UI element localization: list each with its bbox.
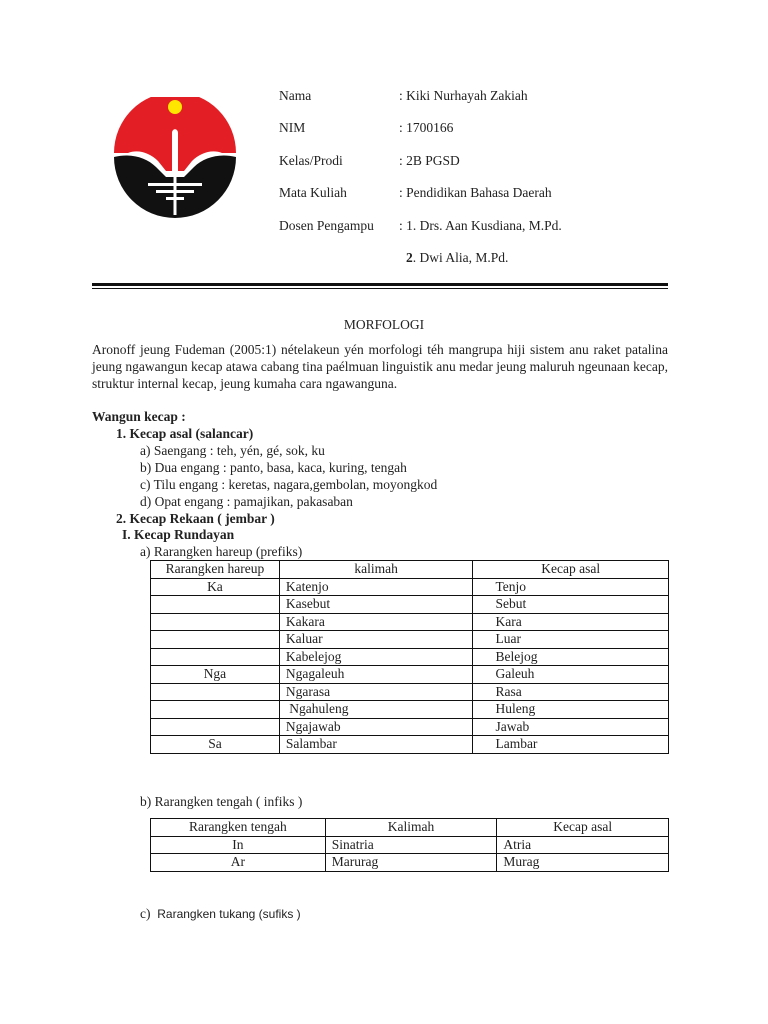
second-lecturer-number: 2 [406, 250, 413, 265]
identity-label: Kelas/Prodi [279, 153, 343, 168]
table-cell [151, 596, 280, 614]
table-row [151, 648, 669, 666]
table-row [151, 683, 669, 701]
page-title: MORFOLOGI [343, 317, 425, 332]
table-cell: Rasa [473, 683, 669, 701]
sub-item-b: b) Dua engang : panto, basa, kaca, kuring, tengah [140, 460, 407, 475]
table-header: Kalimah [325, 819, 497, 837]
table-cell: Galeuh [473, 666, 669, 684]
identity-value: : 2B PGSD [399, 153, 460, 168]
table-cell [151, 631, 280, 649]
intro-paragraph: Aronoff jeung Fudeman (2005:1) nételakeun yén morfologi téh mangrupa hiji sistem anu raket patalina jeung ngawangun kecap atawa cabang tina paélmuan linguistik anu medar jeung maluruh ngeunaan kecap, struktur internal kecap, jeung kumaha cara ngawanguna. [92, 342, 668, 391]
table-row [151, 836, 669, 854]
table-row [151, 854, 669, 872]
list-item-2: 2. Kecap Rekaan ( jembar ) [116, 511, 275, 526]
table-cell: Ka [151, 578, 280, 596]
table-cell: Sinatria [325, 836, 497, 854]
table-row [151, 631, 669, 649]
table-cell: Kakara [279, 613, 473, 631]
list-item-3: I. Kecap Rundayan [122, 527, 235, 542]
table-cell: Luar [473, 631, 669, 649]
table-cell: Salambar [279, 736, 473, 754]
infix-table [150, 818, 669, 872]
identity-row [279, 151, 679, 171]
logo-yellow-dot [168, 100, 182, 114]
table-cell: Murag [497, 854, 669, 872]
table-cell: Katenjo [279, 578, 473, 596]
table-row [151, 736, 669, 754]
table-header: Rarangken hareup [151, 561, 280, 579]
table-cell: Kara [473, 613, 669, 631]
table-cell [151, 701, 280, 719]
identity-row [279, 86, 679, 106]
identity-row [279, 183, 679, 203]
table-cell: Ngagaleuh [279, 666, 473, 684]
table-header-row [151, 819, 669, 837]
identity-value: : Pendidikan Bahasa Daerah [399, 185, 552, 200]
header-divider-thick [92, 283, 668, 286]
sub-item-c: c) Tilu engang : keretas, nagara,gembolan, moyongkod [140, 477, 438, 492]
identity-label: NIM [279, 120, 306, 135]
second-lecturer-name: . Dwi Alia, M.Pd. [412, 250, 509, 265]
table-cell: Ar [151, 854, 326, 872]
table-cell [151, 613, 280, 631]
table-header: Rarangken tengah [151, 819, 326, 837]
identity-value: : 1700166 [399, 120, 454, 135]
table-row [151, 701, 669, 719]
table-cell [151, 648, 280, 666]
identity-row [279, 118, 679, 138]
table-header: Kecap asal [473, 561, 669, 579]
table-header: Kecap asal [497, 819, 669, 837]
university-logo [108, 97, 242, 221]
identity-label: Mata Kuliah [279, 185, 347, 200]
table-cell: Ngarasa [279, 683, 473, 701]
table-cell: Huleng [473, 701, 669, 719]
table-cell [151, 718, 280, 736]
suffix-marker: c) [140, 906, 151, 921]
identity-row [279, 216, 679, 236]
table-cell: In [151, 836, 326, 854]
identity-value: : 1. Drs. Aan Kusdiana, M.Pd. [399, 218, 562, 233]
table-cell: Atria [497, 836, 669, 854]
table-cell: Kasebut [279, 596, 473, 614]
table-cell: Jawab [473, 718, 669, 736]
identity-value: : Kiki Nurhayah Zakiah [399, 88, 528, 103]
prefix-table [150, 560, 669, 754]
table-cell: Marurag [325, 854, 497, 872]
infix-label: b) Rarangken tengah ( infiks ) [140, 794, 303, 809]
identity-label: Dosen Pengampu [279, 218, 374, 233]
table-cell: Kaluar [279, 631, 473, 649]
table-row [151, 578, 669, 596]
second-lecturer [406, 248, 508, 268]
list-item-1: 1. Kecap asal (salancar) [116, 426, 254, 441]
table-header: kalimah [279, 561, 473, 579]
table-row [151, 718, 669, 736]
table-cell: Ngajawab [279, 718, 473, 736]
table-header-row [151, 561, 669, 579]
table-cell: Sebut [473, 596, 669, 614]
suffix-heading [140, 905, 301, 923]
sub-item-a: a) Saengang : teh, yén, gé, sok, ku [140, 443, 325, 458]
suffix-label: Rarangken tukang (sufiks ) [157, 907, 301, 921]
table-cell: Belejog [473, 648, 669, 666]
table-cell: Tenjo [473, 578, 669, 596]
identity-block [279, 86, 679, 276]
table-cell: Kabelejog [279, 648, 473, 666]
sub-item-d: d) Opat engang : pamajikan, pakasaban [140, 494, 353, 509]
table-cell [151, 683, 280, 701]
logo-black-base [114, 155, 236, 218]
table-row [151, 613, 669, 631]
table-cell: Sa [151, 736, 280, 754]
table-cell: Ngahuleng [279, 701, 473, 719]
section-heading: Wangun kecap : [92, 409, 186, 424]
header-divider-thin [92, 288, 668, 289]
table-row [151, 666, 669, 684]
table-cell: Nga [151, 666, 280, 684]
table-row [151, 596, 669, 614]
table-cell: Lambar [473, 736, 669, 754]
identity-label: Nama [279, 88, 312, 103]
prefix-label: a) Rarangken hareup (prefiks) [140, 544, 303, 559]
